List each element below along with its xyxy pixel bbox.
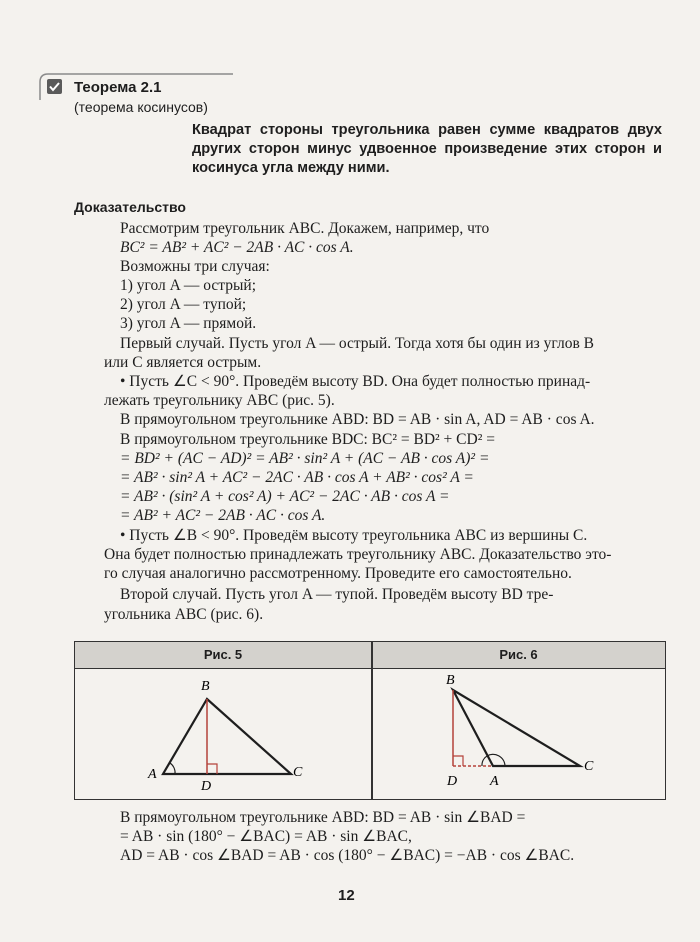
proof-line: Она будет полностью принадлежать треугольнику ABC. Доказательство это- (104, 546, 612, 563)
proof-line: лежать треугольнику ABC (рис. 5). (104, 392, 335, 409)
figure-6-title: Рис. 6 (372, 642, 665, 669)
label-b: B (201, 679, 210, 694)
triangle-abc (453, 690, 580, 766)
angle-arc (482, 756, 487, 766)
figure-6-triangle (372, 670, 665, 798)
label-b: B (446, 673, 455, 688)
case-item: 2) угол A — тупой; (120, 296, 247, 313)
angle-arc (170, 763, 175, 774)
label-a: A (148, 767, 157, 782)
proof-line: В прямоугольном треугольнике ABD: BD = AB · sin ∠BAD = (120, 809, 526, 826)
formula-line: = BD² + (AC − AD)² = AB² · sin² A + (AC − AB · cos A)² = (120, 450, 490, 467)
case-item: 1) угол A — острый; (120, 277, 256, 294)
proof-line: Возможны три случая: (120, 258, 270, 275)
proof-heading: Доказательство (74, 199, 186, 215)
proof-line: го случая аналогично рассмотренному. Проведите его самостоятельно. (104, 565, 572, 582)
right-angle-mark (453, 756, 463, 766)
bullet-line: • Пусть ∠C < 90°. Проведём высоту BD. Она будет полностью принад- (120, 373, 591, 390)
proof-line: Первый случай. Пусть угол A — острый. Тогда хотя бы один из углов B (120, 335, 595, 352)
label-c: C (293, 765, 303, 780)
triangle-abc (163, 699, 291, 774)
formula-line: = AB · sin (180° − ∠BAC) = AB · sin ∠BAC, (120, 828, 412, 845)
case-item: 3) угол A — прямой. (120, 315, 257, 332)
formula-line: AD = AB · cos ∠BAD = AB · cos (180° − ∠BAC) = −AB · cos ∠BAC. (120, 847, 575, 864)
label-d: D (447, 774, 458, 789)
bullet-line: • Пусть ∠B < 90°. Проведём высоту треугольника ABC из вершины C. (120, 527, 588, 544)
proof-line: или C является острым. (104, 354, 262, 371)
page-number: 12 (338, 887, 355, 904)
formula-line: BC² = AB² + AC² − 2AB · AC · cos A. (120, 239, 354, 256)
theorem-subtitle: (теорема косинусов) (74, 99, 208, 115)
proof-line: В прямоугольном треугольнике BDC: BC² = BD² + CD² = (120, 431, 495, 448)
proof-line: Рассмотрим треугольник ABC. Докажем, например, что (120, 220, 490, 237)
proof-line: Второй случай. Пусть угол A — тупой. Проведём высоту BD тре- (120, 586, 554, 603)
label-d: D (201, 779, 212, 794)
proof-line: В прямоугольном треугольнике ABD: BD = AB · sin A, AD = AB · cos A. (120, 411, 595, 428)
figures-panel (74, 641, 666, 800)
label-a: A (490, 774, 499, 789)
right-angle-mark (207, 764, 217, 774)
formula-line: = AB² + AC² − 2AB · AC · cos A. (120, 507, 326, 524)
figure-5-title: Рис. 5 (75, 642, 372, 669)
proof-line: угольника ABC (рис. 6). (104, 606, 264, 623)
formula-line: = AB² · sin² A + AC² − 2AC · AB · cos A + AB² · cos² A = (120, 469, 474, 486)
figure-5-triangle (75, 670, 371, 798)
label-c: C (584, 759, 594, 774)
theorem-statement: Квадрат стороны треугольника равен сумме квадратов двух других сторон минус удвоенное произведение этих сторон и косинуса угла между ними. (192, 122, 662, 176)
theorem-title: Теорема 2.1 (74, 79, 162, 96)
formula-line: = AB² · (sin² A + cos² A) + AC² − 2AC · AB · cos A = (120, 488, 450, 505)
